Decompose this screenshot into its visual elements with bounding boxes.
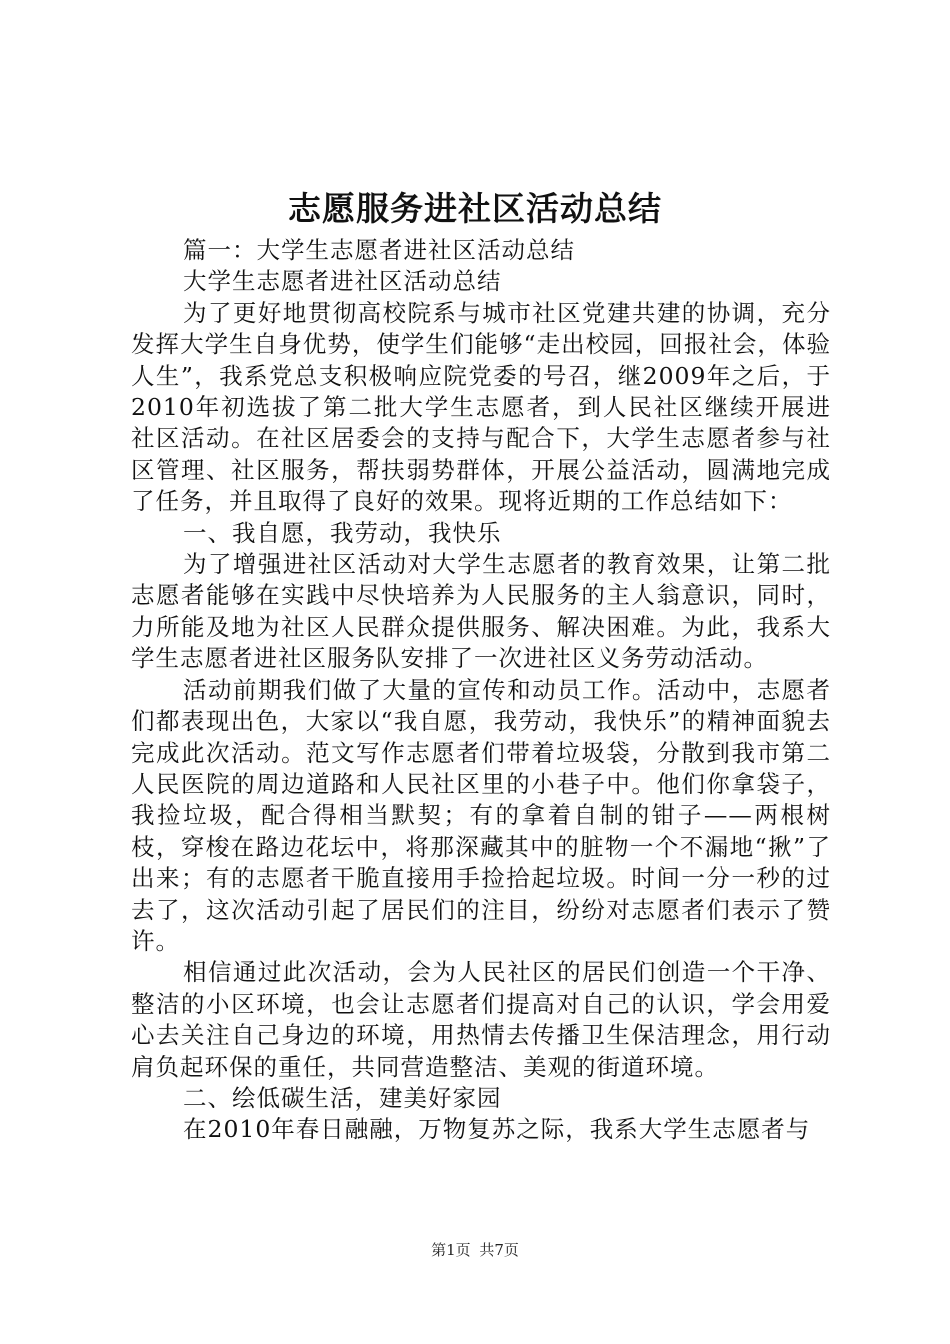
article-title: 大学生志愿者进社区活动总结 — [183, 267, 502, 296]
document-title: 志愿服务进社区活动总结 — [288, 189, 662, 228]
body-paragraph: 为了更好地贯彻高校院系与城市社区党建共建的协调，充分发挥大学生自身优势，使学生们能够“走出校园，回报社会，体验人生”，我系党总支积极响应院党委的号召，继2009年之后，于2010年初选拔了第二批大学生志愿者，到人民社区继续开展进社区活动。在社区居委会的支持与配合下，大学生志愿者参与社区管理、社区服务，帮扶弱势群体，开展公益活动，圆满地完成了任务，并且取得了良好的效果。现将近期的工作总结如下： — [131, 298, 831, 516]
body-paragraph: 在2010年春日融融，万物复苏之际，我系大学生志愿者与 — [183, 1115, 811, 1144]
subsection-heading-2: 二、绘低碳生活，建美好家园 — [183, 1083, 502, 1112]
body-paragraph: 相信通过此次活动，会为人民社区的居民们创造一个干净、整洁的小区环境，也会让志愿者们提高对自己的认识，学会用爱心去关注自己身边的环境，用热情去传播卫生保洁理念，用行动肩负起环保的重任，共同营造整洁、美观的街道环境。 — [131, 958, 831, 1081]
page-footer — [0, 1240, 950, 1260]
document-body — [131, 235, 831, 1146]
page-total: 共7页 — [479, 1241, 519, 1259]
page-number: 第1页 — [431, 1241, 471, 1259]
body-paragraph: 活动前期我们做了大量的宣传和动员工作。活动中，志愿者们都表现出色，大家以“我自愿，我劳动，我快乐”的精神面貌去完成此次活动。范文写作志愿者们带着垃圾袋，分散到我市第二人民医院的周边道路和人民社区里的小巷子中。他们你拿袋子，我捡垃圾，配合得相当默契；有的拿着自制的钳子——两根树枝，穿梭在路边花坛中，将那深藏其中的脏物一个不漏地“揪”了出来；有的志愿者干脆直接用手捡拾起垃圾。时间一分一秒的过去了，这次活动引起了居民们的注目，纷纷对志愿者们表示了赞许。 — [131, 675, 831, 955]
body-paragraph: 为了增强进社区活动对大学生志愿者的教育效果，让第二批志愿者能够在实践中尽快培养为人民服务的主人翁意识，同时，力所能及地为社区人民群众提供服务、解决困难。为此，我系大学生志愿者进社区服务队安排了一次进社区义务劳动活动。 — [131, 550, 831, 673]
section-heading-1: 篇一：大学生志愿者进社区活动总结 — [183, 236, 575, 264]
subsection-heading-1: 一、我自愿，我劳动，我快乐 — [183, 518, 502, 547]
